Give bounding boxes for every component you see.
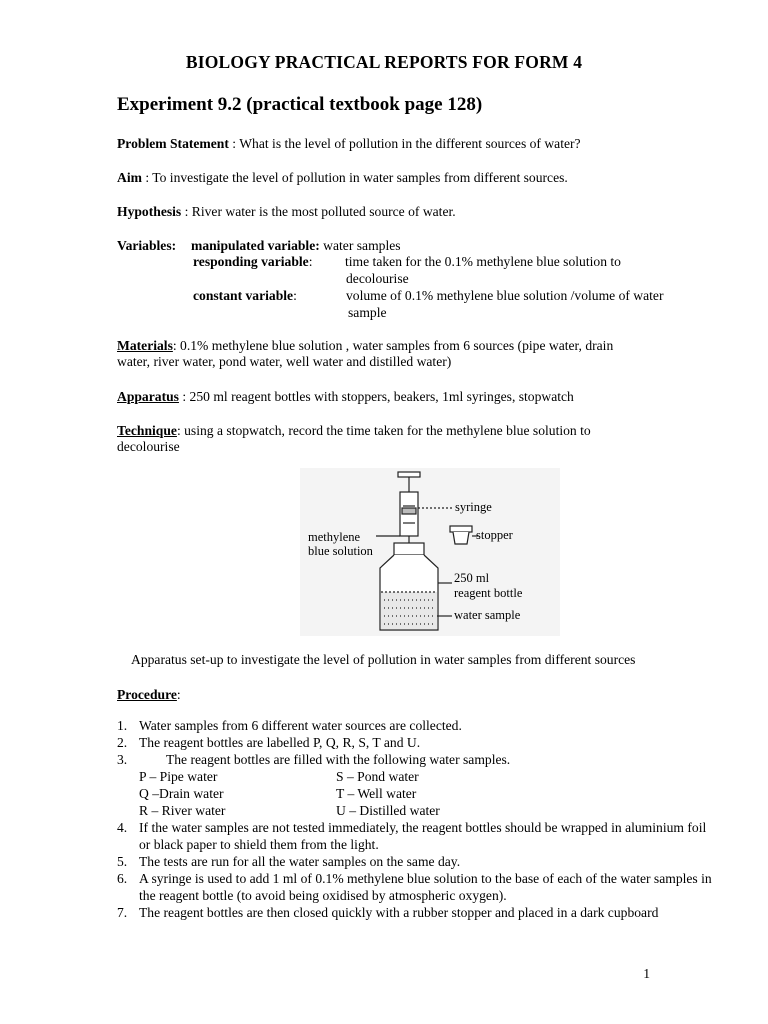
responding-label: responding variable: <box>193 254 313 269</box>
problem-label: Problem Statement <box>117 136 229 151</box>
sample-r: R – River water <box>139 803 226 818</box>
aim-text: : To investigate the level of pollution in water samples from different sources. <box>141 170 568 185</box>
label-methylene-1: methylene <box>308 530 361 544</box>
hypothesis-line <box>117 203 456 220</box>
page-number: 1 <box>643 966 650 981</box>
document-title: BIOLOGY PRACTICAL REPORTS FOR FORM 4 <box>185 52 583 72</box>
constant-label: constant variable: <box>193 288 297 303</box>
responding-value-2: decolourise <box>346 271 409 286</box>
technique-line-1 <box>117 422 591 439</box>
label-methylene-2: blue solution <box>308 544 373 558</box>
problem-text: : What is the level of pollution in the different sources of water? <box>228 136 581 151</box>
constant-value-2: sample <box>348 305 387 320</box>
apparatus-line <box>117 388 574 405</box>
manipulated-value: water samples <box>319 238 401 253</box>
procedure-step: 7. The reagent bottles are then closed quickly with a rubber stopper and placed in a dark cupboard <box>117 905 659 920</box>
procedure-step: 2. The reagent bottles are labelled P, Q, R, S, T and U. <box>117 735 421 750</box>
procedure-step: 6. A syringe is used to add 1 ml of 0.1% methylene blue solution to the base of each of the water samples in the reagent bottle (to avoid being oxidised by atmospheric oxygen). <box>117 871 712 903</box>
manipulated-label: manipulated variable: <box>191 238 320 253</box>
procedure-step: 4. If the water samples are not tested immediately, the reagent bottles should be wrapped in aluminium foil or black paper to shield them from the light. <box>117 820 707 852</box>
hypothesis-text: : River water is the most polluted source of water. <box>181 204 456 219</box>
technique-label: Technique <box>117 423 177 438</box>
procedure-step: 3. The reagent bottles are filled with the following water samples. P – Pipe water S – Pond water Q –Drain water T – Well water R – River water U – Distilled water <box>117 751 717 819</box>
apparatus-figure <box>300 468 560 636</box>
syringe-plunger-cap <box>398 472 420 477</box>
apparatus-text: : 250 ml reagent bottles with stoppers, beakers, 1ml syringes, stopwatch <box>178 389 574 404</box>
constant-value-1: volume of 0.1% methylene blue solution /volume of water <box>346 288 664 303</box>
aim-line <box>117 169 568 186</box>
procedure-colon: : <box>176 687 181 702</box>
apparatus-label: Apparatus <box>117 389 179 404</box>
aim-label: Aim <box>117 170 142 185</box>
technique-line-2: decolourise <box>117 439 180 454</box>
variables-label: Variables: <box>117 238 177 253</box>
label-stopper: stopper <box>476 528 513 542</box>
responding-value-1: time taken for the 0.1% methylene blue solution to <box>345 254 621 269</box>
figure-caption: Apparatus set-up to investigate the level of pollution in water samples from different sources <box>131 652 636 667</box>
procedure-heading <box>117 686 181 703</box>
manipulated-variable <box>191 237 401 254</box>
label-syringe: syringe <box>455 500 492 514</box>
sample-s: S – Pond water <box>336 769 419 784</box>
label-water-sample: water sample <box>454 608 521 622</box>
procedure-label: Procedure <box>117 687 177 702</box>
materials-line-1 <box>117 337 613 354</box>
materials-text-1: : 0.1% methylene blue solution , water samples from 6 sources (pipe water, drain <box>172 338 614 353</box>
procedure-step: 1. Water samples from 6 different water sources are collected. <box>117 718 462 733</box>
sample-q: Q –Drain water <box>139 786 224 801</box>
technique-text-1: : using a stopwatch, record the time taken for the methylene blue solution to <box>176 423 591 438</box>
sample-t: T – Well water <box>336 786 417 801</box>
stopper-shape <box>450 526 472 532</box>
label-bottle-2: reagent bottle <box>454 586 523 600</box>
problem-statement <box>117 135 581 152</box>
sample-p: P – Pipe water <box>139 769 218 784</box>
procedure-step: 5. The tests are run for all the water samples on the same day. <box>117 854 461 869</box>
label-bottle-1: 250 ml <box>454 571 490 585</box>
hypothesis-label: Hypothesis <box>117 204 182 219</box>
procedure-list <box>117 717 717 921</box>
materials-label: Materials <box>117 338 173 353</box>
water-sample-table <box>139 768 717 819</box>
sample-u: U – Distilled water <box>336 803 440 818</box>
bottle-neck <box>394 543 424 555</box>
experiment-heading: Experiment 9.2 (practical textbook page 128) <box>117 94 483 115</box>
materials-line-2: water, river water, pond water, well water and distilled water) <box>117 354 452 369</box>
